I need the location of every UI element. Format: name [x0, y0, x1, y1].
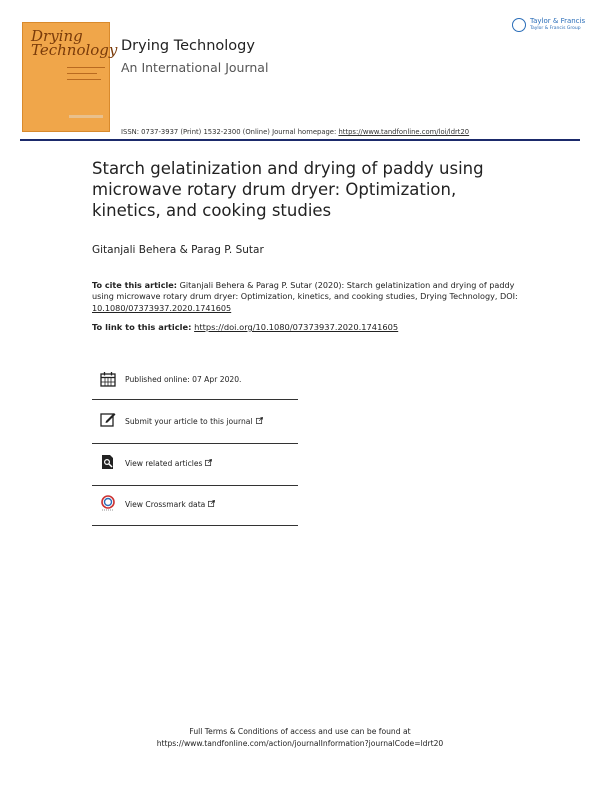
- submit-article-row[interactable]: [92, 400, 298, 444]
- related-articles-row[interactable]: [92, 444, 298, 486]
- external-link-icon: [208, 500, 215, 507]
- external-link-icon: [256, 417, 263, 424]
- publisher-subname: Taylor & Francis Group: [530, 26, 581, 31]
- publisher-logo-icon: [512, 18, 526, 32]
- cover-decoration: [67, 73, 97, 74]
- issn-text: ISSN: 0737-3937 (Print) 1532-2300 (Online) Journal homepage:: [121, 128, 337, 136]
- citation-label: To cite this article:: [92, 280, 178, 290]
- article-title: Starch gelatinization and drying of paddy using microwave rotary drum dryer: Optimization, kinetics, and cooking studies: [92, 159, 484, 220]
- crossmark-row[interactable]: [92, 486, 298, 526]
- submit-article-label: Submit your article to this journal: [125, 417, 253, 426]
- crossmark-icon: [100, 495, 116, 511]
- journal-title: Drying Technology: [121, 38, 255, 54]
- external-link-icon: [205, 459, 212, 466]
- article-link-label: To link to this article:: [92, 322, 192, 332]
- footer-terms-text: Full Terms & Conditions of access and use can be found at: [189, 727, 411, 736]
- search-document-icon: [100, 454, 116, 470]
- published-date: Published online: 07 Apr 2020.: [125, 375, 242, 384]
- cover-logo-line2: Technology: [31, 41, 118, 59]
- cover-logo: [31, 27, 118, 59]
- published-online-row: [92, 362, 298, 400]
- journal-cover-image: [22, 22, 118, 132]
- submit-article-link[interactable]: [125, 417, 263, 426]
- citation-text: Gitanjali Behera & Parag P. Sutar (2020): Starch gelatinization and drying of paddy using microwave rotary drum dryer: Optimization, kinetics, and cooking studies, Drying Technology, DOI:: [92, 280, 518, 302]
- issn-line: [121, 128, 469, 136]
- related-articles-label: View related articles: [125, 459, 203, 468]
- article-link-block: [92, 322, 398, 332]
- publisher-name: Taylor & Francis: [530, 17, 586, 25]
- publisher-logo[interactable]: [512, 16, 586, 38]
- crossmark-label: View Crossmark data: [125, 500, 206, 509]
- cover-logo-line1: Drying: [31, 27, 83, 45]
- citation-block: [92, 280, 522, 314]
- footer: [0, 726, 600, 750]
- header-divider: [20, 139, 580, 141]
- crossmark-link[interactable]: [125, 500, 215, 509]
- related-articles-link[interactable]: [125, 459, 212, 468]
- journal-subtitle: An International Journal: [121, 60, 269, 75]
- cover-decoration: [67, 79, 101, 80]
- article-doi-url[interactable]: https://doi.org/10.1080/07373937.2020.1741605: [194, 322, 399, 332]
- cover-decoration: [69, 115, 103, 118]
- article-authors: Gitanjali Behera & Parag P. Sutar: [92, 244, 264, 256]
- citation-doi-link[interactable]: 10.1080/07373937.2020.1741605: [92, 302, 232, 313]
- edit-icon: [100, 411, 116, 427]
- cover-decoration: [67, 67, 105, 68]
- footer-terms-url[interactable]: https://www.tandfonline.com/action/journalInformation?journalCode=ldrt20: [156, 739, 444, 748]
- journal-homepage-link[interactable]: https://www.tandfonline.com/loi/ldrt20: [338, 128, 470, 136]
- calendar-icon: [100, 371, 116, 387]
